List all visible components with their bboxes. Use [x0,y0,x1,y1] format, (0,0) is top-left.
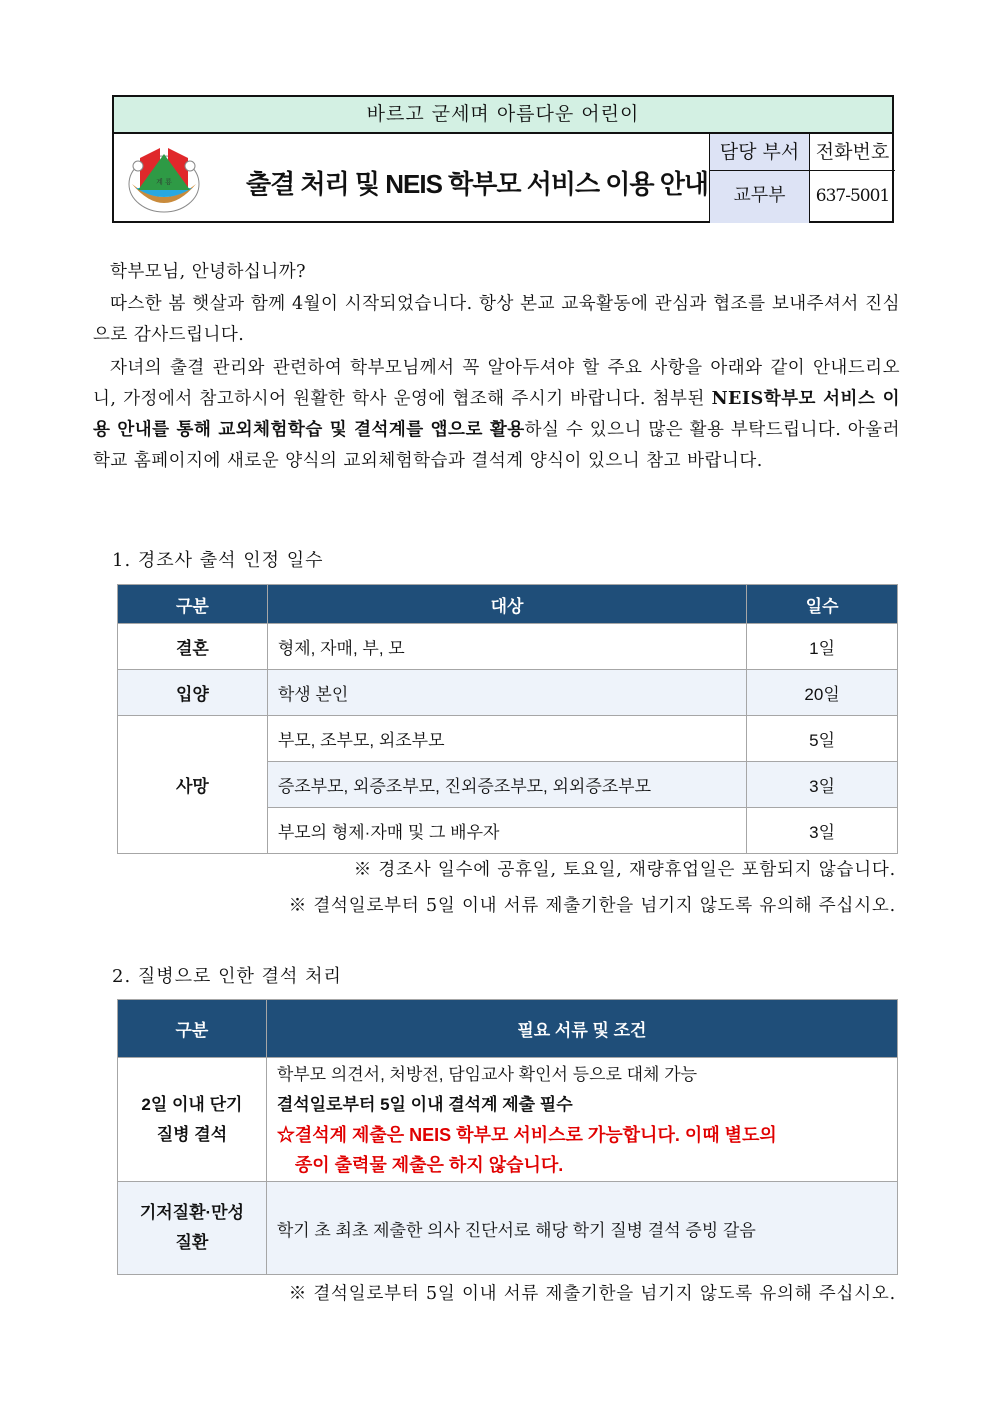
svg-text:계 룡: 계 룡 [156,178,172,186]
intro-paragraph-2: 자녀의 출결 관리와 관련하여 학부모님께서 꼭 알아두셔야 할 주요 사항을 아래와 같이 안내드리오니, 가정에서 참고하시어 원활한 학사 운영에 협조해 주시기 바랍니다. 첨부된 NEIS학부모 서비스 이용 안내를 통해 교외체험학습 및 결석계를 앱으로 활용하실 수 있으니 많은 활용 부탁드립니다. 아울러 학교 홈페이지에 새로운 양식의 교외체험학습과 결석계 양식이 있으니 참고 바랍니다. [93,358,900,471]
section-2-title: 2. 질병으로 인한 결석 처리 [112,966,342,987]
col-header: 대상 [267,585,746,624]
table-row: 결혼 형제, 자매, 부, 모 1일 [118,624,898,670]
section-1-note-2: ※ 결석일로부터 5일 이내 서류 제출기한을 넘기지 않도록 유의해 주십시오. [288,896,896,916]
condolence-days-table [117,584,898,854]
table-row: 입양 학생 본인 20일 [118,670,898,716]
greeting: 학부모님, 안녕하십니까? [110,262,307,282]
document-header [112,95,894,223]
table-row: 부모의 형제·자매 및 그 배우자 3일 [118,808,898,854]
school-logo-icon [126,144,202,214]
neis-submission-notice: ☆결석계 제출은 NEIS 학부모 서비스로 가능합니다. 이때 별도의 [276,1124,777,1145]
dept-value: 교무부 [710,171,810,223]
table-header-row [118,585,898,624]
col-header: 필요 서류 및 조건 [266,1000,897,1058]
intro-paragraph-1: 따스한 봄 햇살과 함께 4월이 시작되었습니다. 항상 본교 교육활동에 관심과 협조를 보내주셔서 진심으로 감사드립니다. [93,294,900,345]
col-header: 구분 [118,1000,267,1058]
section-2-note: ※ 결석일로부터 5일 이내 서류 제출기한을 넘기지 않도록 유의해 주십시오. [288,1284,896,1304]
table-row: 기저질환·만성 질환 학기 초 최초 제출한 의사 진단서로 해당 학기 질병 결석 증빙 갈음 [118,1182,898,1275]
phone-label: 전화번호 [810,134,895,171]
section-1-note-1: ※ 경조사 일수에 공휴일, 토요일, 재량휴업일은 포함되지 않습니다. [353,860,896,880]
dept-label: 담당 부서 [710,134,810,171]
col-header: 일수 [747,585,898,624]
school-motto: 바르고 굳세며 아름다운 어린이 [114,97,892,134]
table-row: 2일 이내 단기 질병 결석 학부모 의견서, 처방전, 담임교사 확인서 등으로 대체 가능 결석일로부터 5일 이내 결석계 제출 필수 ☆결석계 제출은 NEIS 학부모 서비스로 가능합니다. 이때 별도의 종이 출력물 제출은 하지 않습니다. [118,1058,898,1182]
document-title: 출결 처리 및 NEIS 학부모 서비스 이용 안내 [246,169,708,199]
phone-value: 637-5001 [815,186,890,206]
table-row: 증조부모, 외증조부모, 진외증조부모, 외외증조부모 3일 [118,762,898,808]
illness-absence-table [117,999,898,1275]
neis-emphasis: NEIS학부모 서비스 이용 안내를 통해 교외체험학습 및 결석계를 앱으로 활용 [93,389,900,440]
contact-info-box [709,134,895,223]
table-header-row [118,1000,898,1058]
section-1-title: 1. 경조사 출석 인정 일수 [112,550,324,571]
col-header: 구분 [118,585,268,624]
table-row: 사망 부모, 조부모, 외조부모 5일 [118,716,898,762]
